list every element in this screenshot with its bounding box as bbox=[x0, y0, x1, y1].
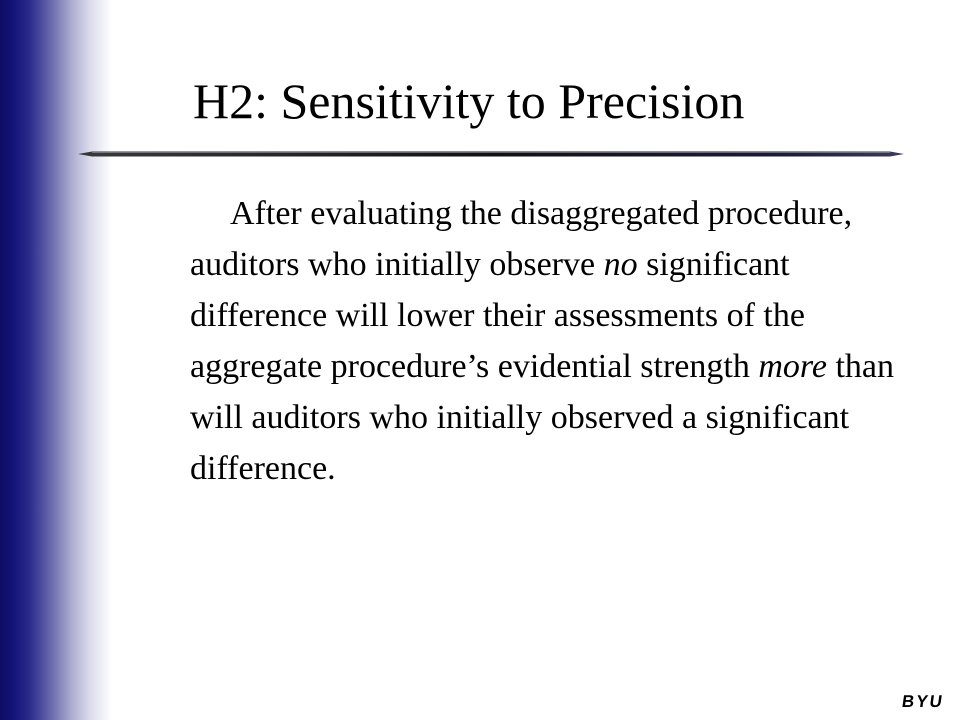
body-segment: After evaluating the disaggregated procedure, auditors who initially observe bbox=[190, 195, 853, 283]
slide-title: H2: Sensitivity to Precision bbox=[193, 73, 745, 129]
body-segment-italic: no bbox=[603, 246, 638, 283]
title-divider-line bbox=[78, 150, 904, 158]
left-gradient-bar bbox=[0, 0, 112, 720]
hypothesis-text bbox=[190, 188, 910, 494]
body-segment: significant difference will lower their assessments of the aggregate procedure’s evidential strength bbox=[190, 246, 805, 385]
body-segment: than will auditors who initially observed a significant difference. bbox=[190, 348, 894, 487]
body-segment-italic: more bbox=[758, 348, 827, 385]
byu-logo: BYU bbox=[900, 692, 946, 711]
